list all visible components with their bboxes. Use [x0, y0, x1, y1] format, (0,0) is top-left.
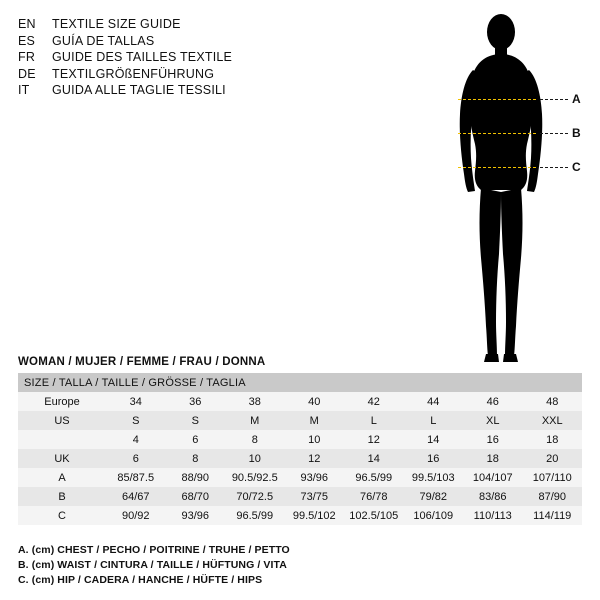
cell: 104/107: [472, 471, 513, 484]
footnote-chest: A. (cm) CHEST / PECHO / POITRINE / TRUHE / PETTO: [18, 544, 290, 556]
table-row: [18, 449, 582, 468]
language-code: IT: [18, 83, 30, 97]
cell: 8: [251, 433, 258, 446]
female-silhouette-icon: [435, 8, 565, 368]
cell: 10: [308, 433, 321, 446]
table-row: [18, 468, 582, 487]
measure-line-hip: [458, 167, 536, 168]
cell: 16: [486, 433, 499, 446]
size-table-block: [18, 356, 582, 525]
row-label: B: [58, 490, 66, 503]
cell: L: [430, 414, 437, 427]
cell: 96.5/99: [236, 509, 274, 522]
cell: 68/70: [181, 490, 210, 503]
row-label: A: [58, 471, 66, 484]
measure-label-b: B: [572, 126, 581, 140]
row-label: C: [58, 509, 66, 522]
cell: 106/109: [413, 509, 454, 522]
cell: 79/82: [419, 490, 448, 503]
language-list: [18, 16, 318, 99]
cell: 87/90: [538, 490, 567, 503]
language-text: GUÍA DE TALLAS: [52, 33, 155, 48]
measure-label-a: A: [572, 92, 581, 106]
table-section-title: WOMAN / MUJER / FEMME / FRAU / DONNA: [18, 356, 266, 368]
cell: 44: [427, 395, 440, 408]
language-row: [18, 16, 318, 33]
row-label: [18, 430, 106, 449]
language-row: [18, 33, 318, 50]
cell: 4: [132, 433, 139, 446]
row-label: US: [54, 414, 70, 427]
cell: 18: [546, 433, 559, 446]
language-code: DE: [18, 66, 36, 81]
cell: M: [250, 414, 260, 427]
measure-leader-chest: [540, 99, 568, 100]
cell: 10: [248, 452, 261, 465]
cell: 14: [427, 433, 440, 446]
language-text: TEXTILGRÖßENFÜHRUNG: [52, 66, 215, 81]
body-figure: [400, 0, 600, 372]
cell: 34: [129, 395, 142, 408]
cell: 90/92: [121, 509, 150, 522]
cell: 38: [248, 395, 261, 408]
row-label: Europe: [44, 395, 80, 408]
cell: S: [191, 414, 199, 427]
cell: 90.5/92.5: [231, 471, 278, 484]
footnote-list: [18, 543, 582, 588]
language-row: [18, 49, 318, 66]
cell: 12: [367, 433, 380, 446]
table-header-label: SIZE / TALLA / TAILLE / GRÖSSE / TAGLIA: [18, 373, 582, 392]
cell: XL: [486, 414, 500, 427]
table-row: [18, 430, 582, 449]
cell: 48: [546, 395, 559, 408]
cell: 8: [192, 452, 199, 465]
measure-line-waist: [458, 133, 536, 134]
table-header-row: [18, 373, 582, 392]
cell: 107/110: [532, 471, 572, 484]
cell: 70/72.5: [236, 490, 274, 503]
size-table: [18, 373, 582, 525]
cell: 73/75: [300, 490, 329, 503]
measure-line-chest: [458, 99, 536, 100]
cell: 6: [132, 452, 139, 465]
cell: 6: [192, 433, 199, 446]
cell: 12: [308, 452, 321, 465]
measure-leader-hip: [540, 167, 568, 168]
cell: 14: [367, 452, 380, 465]
cell: 42: [367, 395, 380, 408]
cell: M: [309, 414, 319, 427]
cell: XXL: [541, 414, 563, 427]
table-row: [18, 411, 582, 430]
cell: L: [370, 414, 377, 427]
language-text: GUIDE DES TAILLES TEXTILE: [52, 50, 233, 64]
cell: 93/96: [181, 509, 210, 522]
language-code: EN: [18, 17, 36, 31]
cell: 99.5/102: [292, 509, 336, 522]
cell: 40: [308, 395, 321, 408]
cell: 64/67: [121, 490, 150, 503]
table-row: [18, 506, 582, 525]
cell: 96.5/99: [355, 471, 393, 484]
measure-leader-waist: [540, 133, 568, 134]
language-row: [18, 82, 318, 99]
cell: 16: [427, 452, 440, 465]
cell: 114/119: [533, 509, 572, 522]
cell: 85/87.5: [117, 471, 155, 484]
measure-label-c: C: [572, 160, 581, 174]
cell: 93/96: [300, 471, 329, 484]
language-text: TEXTILE SIZE GUIDE: [52, 17, 181, 31]
cell: S: [132, 414, 140, 427]
footnote-hip: C. (cm) HIP / CADERA / HANCHE / HÜFTE / HIPS: [18, 574, 263, 586]
language-row: [18, 66, 318, 83]
cell: 83/86: [478, 490, 507, 503]
language-code: ES: [18, 33, 36, 48]
language-code: FR: [18, 50, 36, 64]
footnote-waist: B. (cm) WAIST / CINTURA / TAILLE / HÜFTUNG / VITA: [18, 559, 287, 571]
cell: 36: [189, 395, 202, 408]
cell: 88/90: [181, 471, 210, 484]
cell: 99.5/103: [411, 471, 455, 484]
cell: 20: [546, 452, 559, 465]
table-row: [18, 392, 582, 411]
cell: 102.5/105: [349, 509, 399, 522]
cell: 76/78: [359, 490, 388, 503]
language-text: GUIDA ALLE TAGLIE TESSILI: [52, 83, 226, 97]
row-label: UK: [54, 452, 70, 465]
cell: 110/113: [473, 509, 512, 522]
table-row: [18, 487, 582, 506]
cell: 46: [486, 395, 499, 408]
cell: 18: [486, 452, 499, 465]
